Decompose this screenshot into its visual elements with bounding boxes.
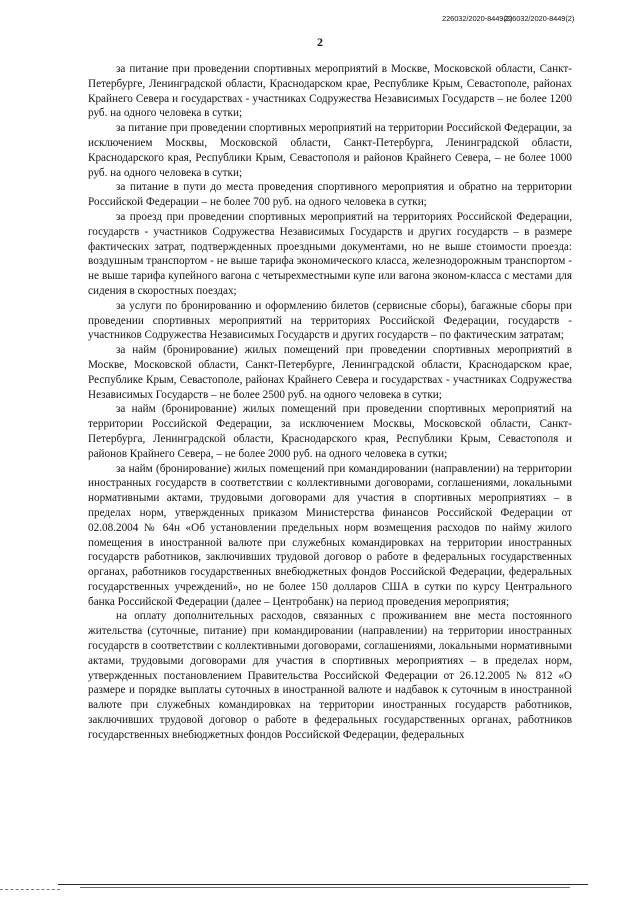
paragraph: за питание в пути до места проведения спортивного мероприятия и обратно на территории Российской Федерации – не более 700 руб. на одного человека в сутки; — [88, 181, 572, 209]
document-registration-stamp — [442, 14, 575, 23]
scan-edge-mark — [0, 889, 60, 890]
paragraph: за найм (бронирование) жилых помещений при проведении спортивных мероприятий в Москве, Московской области, Санкт-Петербурге, Ленинградской области, Краснодарском крае, Республике Крым, Севастополе, районах Крайнего Севера и государствах - участниках Содружества Независимых Государств – не более 2500 руб. на одного человека в сутки; — [88, 344, 572, 401]
paragraph: за питание при проведении спортивных мероприятий на территории Российской Федерации, за исключением Москвы, Московской области, Санкт-Петербурга, Ленинградской области, Краснодарского края, Республики Крым, Севастополя и районов Крайнего Севера, – не более 1000 руб. на одного человека в сутки; — [88, 122, 572, 179]
paragraph: за услуги по бронированию и оформлению билетов (сервисные сборы), багажные сборы при проведении спортивных мероприятий на территориях Российской Федерации, государств - участников Содружества Независимых Государств и других государств – по фактическим затратам; — [88, 299, 572, 342]
registration-number: 226032/2020-8449(2) — [442, 14, 513, 23]
registration-number-overprint: 226032/2020-8449(2) — [504, 14, 575, 23]
scan-bottom-rule-secondary — [80, 887, 570, 888]
document-body — [88, 62, 572, 743]
page-number: 2 — [317, 35, 323, 49]
paragraph: за найм (бронирование) жилых помещений при проведении спортивных мероприятий на территории Российской Федерации, за исключением Москвы, Московской области, Санкт-Петербурга, Ленинградской области, Краснодарского края, Республики Крым, Севастополя и районов Крайнего Севера, – не более 2000 руб. на одного человека в сутки; — [88, 403, 572, 460]
paragraph: за найм (бронирование) жилых помещений при командировании (направлении) на территории иностранных государств в соответствии с коллективными договорами, соглашениями, локальными нормативными актами, трудовыми договорами для участия в спортивных мероприятиях – в пределах норм, утвержденных приказом Министерства финансов Российской Федерации от 02.08.2004 № 64н «Об установлении предельных норм возмещения расходов по найму жилого помещения в иностранной валюте при служебных командировках на территории иностранных государств работников, заключивших трудовой договор о работе в федеральных государственных органах, работников государственных внебюджетных фондов Российской Федерации, федеральных государственных учреждений», но не более 150 долларов США в сутки по курсу Центрального банка Российской Федерации (далее – Центробанк) на период проведения мероприятия; — [88, 462, 572, 608]
scan-bottom-rule — [58, 884, 588, 885]
paragraph: за проезд при проведении спортивных мероприятий на территориях Российской Федерации, государств - участников Содружества Независимых Государств и других государств – в размере фактических затрат, подтвержденных проездными документами, но не выше стоимости проезда: воздушным транспортом - не выше тарифа экономического класса, железнодорожным транспортом - не выше тарифа купейного вагона с четырехместными купе или вагона эконом-класса с местами для сидения в скоростных поездах; — [88, 210, 572, 297]
paragraph: на оплату дополнительных расходов, связанных с проживанием вне места постоянного жительства (суточные, питание) при командировании (направлении) на территории иностранных государств в соответствии с коллективными договорами, соглашениями, локальными нормативными актами, трудовыми договорами для участия в спортивных мероприятиях – в пределах норм, утвержденных постановлением Правительства Российской Федерации от 26.12.2005 № 812 «О размере и порядке выплаты суточных в иностранной валюте и надбавок к суточным в иностранной валюте при служебных командировках на территории иностранных государств работников, заключивших трудовой договор о работе в федеральных государственных органах, работников государственных внебюджетных фондов Российской Федерации, федеральных — [88, 610, 572, 741]
paragraph: за питание при проведении спортивных мероприятий в Москве, Московской области, Санкт-Петербурге, Ленинградской области, Краснодарском крае, Республике Крым, Севастополе, районах Крайнего Севера и государствах - участниках Содружества Независимых Государств – не более 1200 руб. на одного человека в сутки; — [88, 63, 572, 120]
